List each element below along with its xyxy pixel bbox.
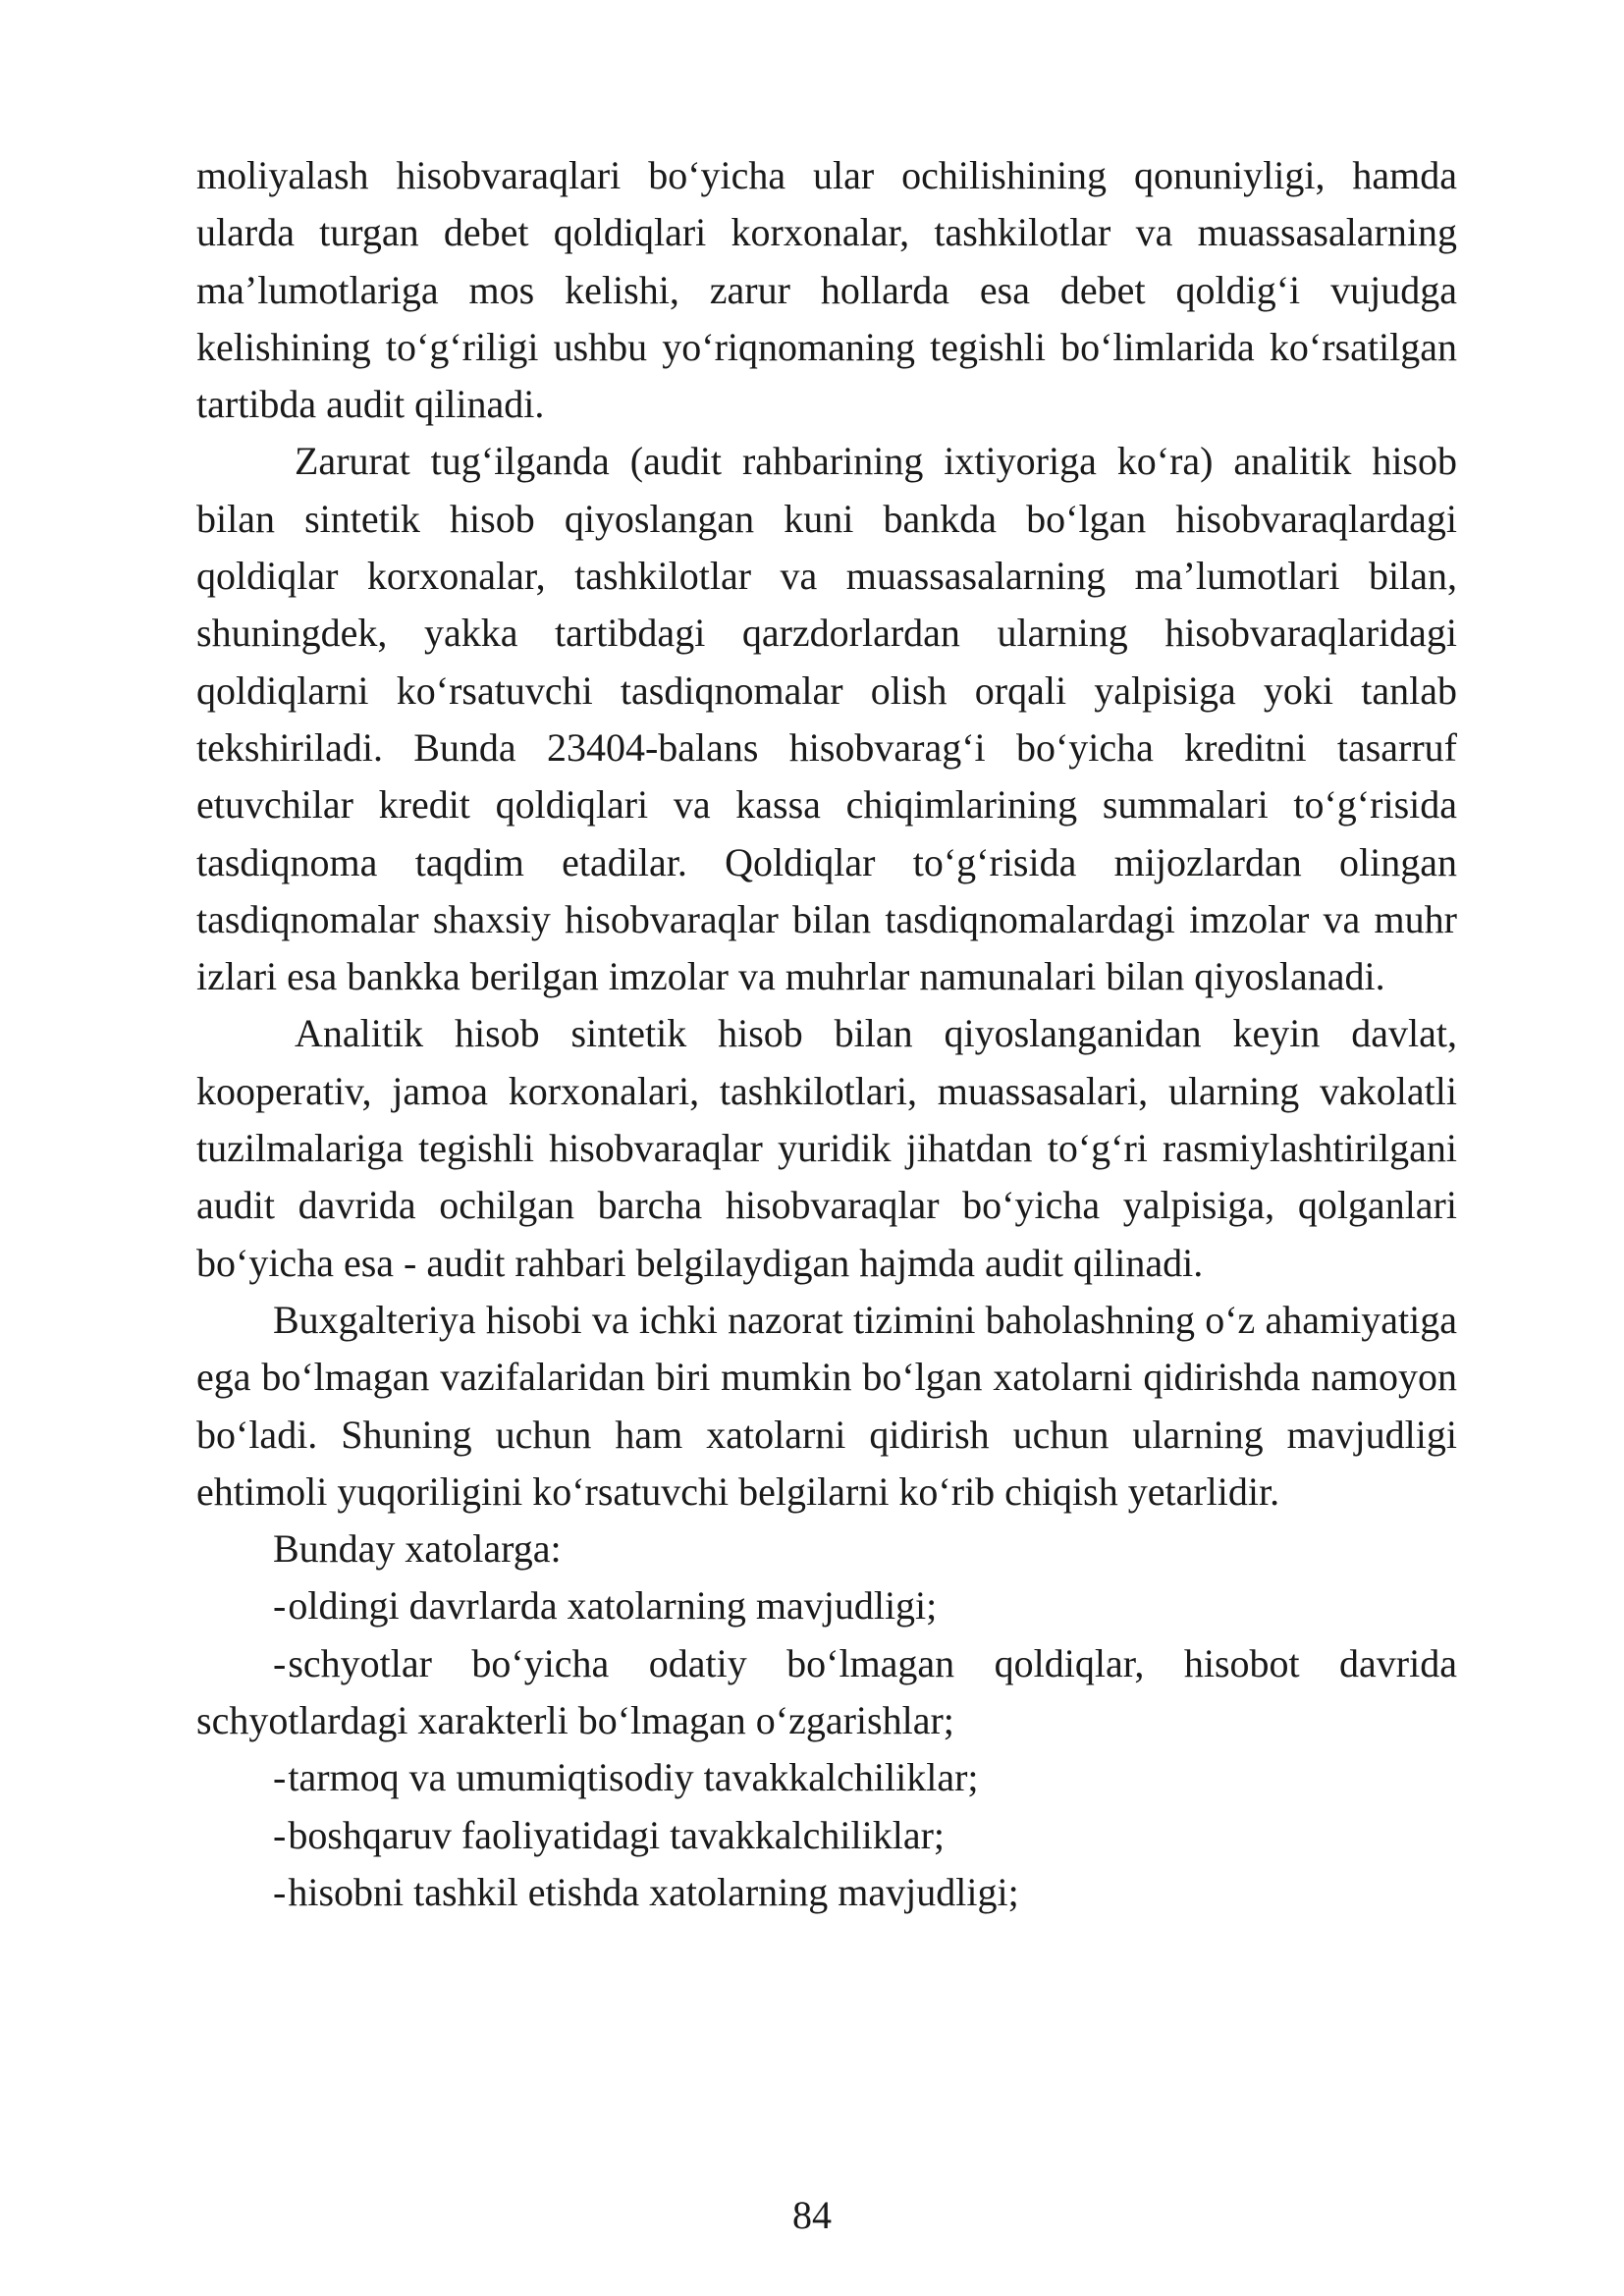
list-dash: - [273, 1640, 287, 1685]
list-item-text: schyotlar bo‘yicha odatiy bo‘lmagan qoldiqlar, hisobot davrida schyotlardagi xarakterli bo‘lmagan o‘zgarishlar; [196, 1640, 1457, 1743]
list-dash: - [273, 1812, 287, 1857]
list-item-text: boshqaruv faoliyatidagi tavakkalchiliklar; [288, 1812, 945, 1857]
list-item-text: tarmoq va umumiqtisodiy tavakkalchiliklar; [288, 1755, 979, 1800]
list-item [196, 1635, 1457, 1750]
page-body [196, 147, 1457, 1921]
paragraph-confirmation: Zarurat tug‘ilganda (audit rahbarining ixtiyoriga ko‘ra) analitik hisob bilan sintetik hisob qiyoslangan kuni bankda bo‘lgan hisobvaraqlardagi qoldiqlar korxonalar, tashkilotlar va muassasalarning ma’lumotlari bilan, shuningdek, yakka tartibdagi qarzdorlardan ularning hisobvaraqlaridagi qoldiqlarni ko‘rsatuvchi tasdiqnomalar olish orqali yalpisiga yoki tanlab tekshiriladi. Bunda 23404-balans hisobvarag‘i bo‘yicha kreditni tasarruf etuvchilar kredit qoldiqlari va kassa chiqimlarining summalari to‘g‘risida tasdiqnoma taqdim etadilar. Qoldiqlar to‘g‘risida mijozlardan olingan tasdiqnomalar shaxsiy hisobvaraqlar bilan tasdiqnomalardagi imzolar va muhr izlari esa bankka berilgan imzolar va muhrlar namunalari bilan qiyoslanadi. [196, 439, 1457, 999]
list-item-text: hisobni tashkil etishda xatolarning mavjudligi; [288, 1869, 1019, 1914]
list-item-text: oldingi davrlarda xatolarning mavjudligi; [288, 1583, 938, 1629]
list-item [196, 1749, 1457, 1806]
list-item [196, 1807, 1457, 1864]
paragraph-list-intro: Bunday xatolarga: [273, 1526, 562, 1572]
list-dash: - [273, 1755, 287, 1800]
list-item [196, 1864, 1457, 1921]
paragraph-internal-control: Buxgalteriya hisobi va ichki nazorat tizimini baholashning o‘z ahamiyatiga ega bo‘lmagan vazifalaridan biri mumkin bo‘lgan xatolarni qidirishda namoyon bo‘ladi. Shuning uchun ham xatolarni qidirish uchun ularning mavjudligi ehtimoli yuqoriligini ko‘rsatuvchi belgilarni ko‘rib chiqish yetarlidir. [196, 1297, 1457, 1514]
list-dash: - [273, 1583, 287, 1629]
list-dash: - [273, 1869, 287, 1914]
list-item [196, 1577, 1457, 1634]
paragraph-analytic-accounting: Analitik hisob sintetik hisob bilan qiyoslanganidan keyin davlat, kooperativ, jamoa korxonalari, tashkilotlari, muassasalari, ularning vakolatli tuzilmalariga tegishli hisobvaraqlar yuridik jihatdan to‘g‘ri rasmiylashtirilgani audit davrida ochilgan barcha hisobvaraqlar bo‘yicha yalpisiga, qolganlari bo‘yicha esa - audit rahbari belgilaydigan hajmda audit qilinadi. [196, 1011, 1457, 1285]
paragraph-continuation: moliyalash hisobvaraqlari bo‘yicha ular ochilishining qonuniyligi, hamda ularda turgan debet qoldiqlari korxonalar, tashkilotlar va muassasalarning ma’lumotlariga mos kelishi, zarur hollarda esa debet qoldig‘i vujudga kelishining to‘g‘riligi ushbu yo‘riqnomaning tegishli bo‘limlarida ko‘rsatilgan tartibda audit qilinadi. [196, 153, 1457, 427]
error-list [196, 1577, 1457, 1921]
page-number: 84 [792, 2193, 832, 2237]
